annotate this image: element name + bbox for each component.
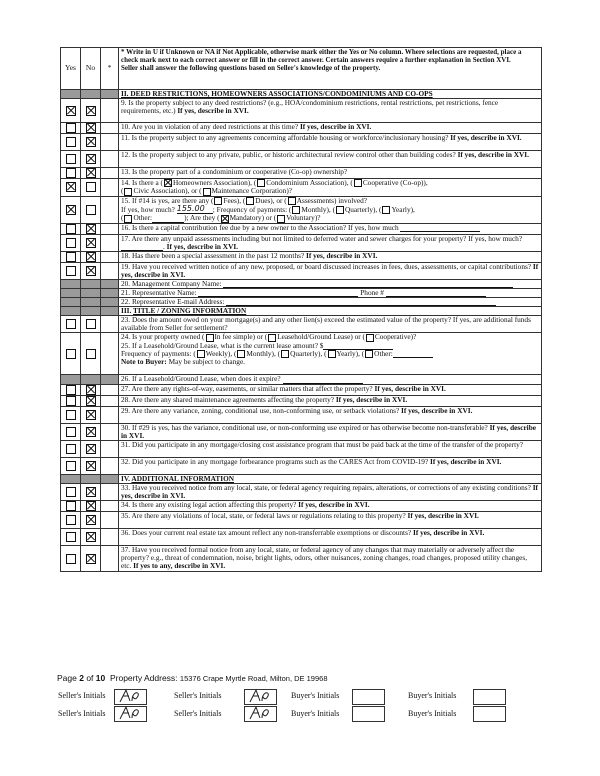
maint-checkbox-icon[interactable] (203, 188, 211, 196)
q15-amount[interactable]: 155.00 (177, 205, 213, 214)
checkbox-icon (86, 349, 96, 359)
checkbox-icon (86, 154, 96, 164)
q13: 13. Is the property part of a condominium or cooperative (Co-op) ownership? (119, 168, 542, 179)
q23-yes[interactable] (61, 316, 81, 333)
monthly-checkbox-icon[interactable] (292, 206, 300, 214)
buyer-initials-box-1[interactable] (352, 689, 385, 705)
seller-initials-signature-3 (118, 704, 144, 722)
q15: 15. If #14 is yes, are there any ( Fees), ( Dues), or ( Assessments) involved? If yes, how much? 155.00 ; Frequency of payments: ( Monthly), ( Quarterly), ( Yearly), ( Other: ); Are they ( Mandatory) or ( Voluntary)? (119, 196, 542, 223)
phone-field[interactable] (386, 296, 486, 297)
yearly-checkbox-icon[interactable] (382, 206, 390, 214)
property-address: 15376 Crape Myrtle Road, Milton, DE 19968 (179, 674, 328, 683)
q9: 9. Is the property subject to any deed restrictions? (e.g., HOA/condominium restrictions, rental restrictions, pet restrictions, fence requirements, etc.) If yes, describe in XVI. (119, 99, 542, 123)
checkbox-icon (66, 252, 76, 262)
mandatory-checkbox-icon[interactable] (221, 215, 229, 223)
q12: 12. Is the property subject to any private, public, or historic architectural review control other than building codes? If yes, describe in XVI. (119, 151, 542, 168)
q13-no[interactable] (81, 168, 101, 179)
checkbox-icon (66, 396, 76, 406)
checkbox-icon (86, 427, 96, 437)
q28-yes[interactable] (61, 395, 81, 406)
weekly-checkbox-icon[interactable] (197, 350, 205, 358)
checkbox-icon (66, 224, 76, 234)
checkbox-icon (66, 349, 76, 359)
assessments-checkbox-icon[interactable] (288, 197, 296, 205)
checkbox-icon (66, 444, 76, 454)
q11-no[interactable] (81, 134, 101, 151)
q16-no[interactable] (81, 223, 101, 234)
checkbox-icon (66, 554, 76, 564)
q27: 27. Are there any rights-of-way, easements, or similar matters that affect the property? If yes, describe in XVI. (119, 384, 542, 395)
leasehold-checkbox-icon[interactable] (268, 334, 276, 342)
instructions (119, 48, 542, 90)
checkbox-icon (66, 154, 76, 164)
q9-no[interactable] (81, 99, 101, 123)
q15-no[interactable] (81, 196, 101, 223)
q30-yes[interactable] (61, 423, 81, 440)
no-column-header: No (81, 48, 101, 90)
q28: 28. Are there any shared maintenance agreements affecting the property? If yes, describe in XVI. (119, 395, 542, 406)
checkbox-icon (86, 396, 96, 406)
checkbox-icon (86, 444, 96, 454)
checkbox-icon (86, 266, 96, 276)
q21: 21. Representative Name: Phone # (119, 288, 542, 297)
buyer-initials-box-3[interactable] (352, 706, 385, 722)
instructions-text: * Write in U if Unknown or NA if Not Applicable, otherwise mark either the Yes or No column. Where selections are requested, place a check mark next to each correct answer or fill in the correct answer. Certain answers require a further explanation in Section XVI. (121, 48, 522, 64)
q17: 17. Are there any unpaid assessments including but not limited to deferred water and sewer charges for your property? If yes, how much? . If yes, describe in XVI. (119, 234, 542, 251)
q16: 16. Is there a capital contribution fee due by a new owner to the Association? If yes, how much (119, 223, 542, 234)
buyer-initials-label-3: Buyer's Initials (291, 709, 340, 718)
checkbox-icon (86, 182, 96, 192)
page-footer: Page 2 of 10 Property Address: 15376 Crape Myrtle Road, Milton, DE 19968 (57, 673, 328, 683)
q15-yes[interactable] (61, 196, 81, 223)
voluntary-checkbox-icon[interactable] (277, 215, 285, 223)
q29-no[interactable] (81, 406, 101, 423)
seller-initials-label-3: Seller's Initials (58, 709, 106, 718)
lease-quarterly-checkbox-icon[interactable] (281, 350, 289, 358)
checkbox-icon (66, 461, 76, 471)
q16-yes[interactable] (61, 223, 81, 234)
star-column-header: * (101, 48, 119, 90)
q29: 29. Are there any variance, zoning, conditional use, non-conforming use, or setback violations? If yes, describe in XVI. (119, 406, 542, 423)
coop-checkbox-icon[interactable] (354, 179, 362, 187)
checkbox-icon (86, 385, 96, 395)
q24-no[interactable] (81, 333, 101, 375)
q27-yes[interactable] (61, 384, 81, 395)
buyer-initials-box-4[interactable] (473, 706, 506, 722)
checkbox-icon (66, 205, 76, 215)
checkbox-icon (86, 168, 96, 178)
q31-yes[interactable] (61, 440, 81, 457)
q35-yes[interactable] (61, 512, 81, 529)
quarterly-checkbox-icon[interactable] (336, 206, 344, 214)
seller-initials-signature-2 (248, 687, 274, 705)
q26: 26. If a Leasehold/Ground Lease, when does it expire? (119, 375, 542, 384)
representative-name-field[interactable] (198, 296, 358, 297)
checkbox-icon (86, 501, 96, 511)
q33: 33. Have you received notice from any local, state, or federal agency requiring repairs, alterations, or corrections of any existing conditions? If yes, describe in XVI. (119, 483, 542, 500)
q17-yes[interactable] (61, 234, 81, 251)
q11-yes[interactable] (61, 134, 81, 151)
seller-knowledge-note: Seller shall answer the following questions based on Seller's knowledge of the property. (121, 64, 381, 72)
checkbox-icon (66, 410, 76, 420)
q20: 20. Management Company Name: (119, 279, 542, 288)
q33-yes[interactable] (61, 483, 81, 500)
q12-no[interactable] (81, 151, 101, 168)
q18-no[interactable] (81, 251, 101, 262)
q34: 34. Is there any existing legal action affecting this property? If yes, describe in XVI. (119, 501, 542, 512)
buyer-initials-label-4: Buyer's Initials (408, 709, 457, 718)
checkbox-icon (86, 252, 96, 262)
yes-column-header: Yes (61, 48, 81, 90)
q19: 19. Have you received written notice of any new, proposed, or board discussed increases in fees, dues, assessments, or capital contributions? If yes, describe in XVI. (119, 262, 542, 279)
hoa-checkbox-icon[interactable] (164, 179, 172, 187)
checkbox-icon (86, 554, 96, 564)
cooperative-checkbox-icon[interactable] (366, 334, 374, 342)
q36-no[interactable] (81, 529, 101, 546)
checkbox-icon (66, 487, 76, 497)
checkbox-icon (66, 427, 76, 437)
q11: 11. Is the property subject to any agreements concerning affordable housing or workforce/inclusionary housing? If yes, describe in XVI. (119, 134, 542, 151)
q30: 30. If #29 is yes, has the variance, conditional use, or non-conforming use expired or has otherwise become non-transferable? If yes, describe in XVI. (119, 423, 542, 440)
representative-email-field[interactable] (226, 305, 496, 306)
seller-initials-label-4: Seller's Initials (174, 709, 222, 718)
q36-yes[interactable] (61, 529, 81, 546)
q32-no[interactable] (81, 457, 101, 474)
q19-yes[interactable] (61, 262, 81, 279)
q12-yes[interactable] (61, 151, 81, 168)
q35: 35. Are there any violations of local, state, or federal laws or regulations relating to this property? If yes, describe in XVI. (119, 512, 542, 529)
checkbox-icon (66, 182, 76, 192)
seller-initials-signature-1 (118, 687, 144, 705)
checkbox-icon (66, 515, 76, 525)
buyer-initials-label-2: Buyer's Initials (408, 691, 457, 700)
q14: 14. Is there a ( Homeowners Association), ( Condominium Association), ( Cooperative (Co-op)), ( Civic Association), or ( Maintenance Corporation)? (119, 179, 542, 197)
q10: 10. Are you in violation of any deed restrictions at this time? If yes, describe in XVI. (119, 123, 542, 134)
checkbox-icon (86, 205, 96, 215)
other-checkbox-icon[interactable] (124, 215, 132, 223)
checkbox-icon (66, 238, 76, 248)
q10-no[interactable] (81, 123, 101, 134)
seller-initials-label-2: Seller's Initials (174, 691, 222, 700)
management-company-field[interactable] (223, 287, 513, 288)
checkbox-icon (86, 532, 96, 542)
checkbox-icon (86, 319, 96, 329)
checkbox-icon (86, 238, 96, 248)
q27-no[interactable] (81, 384, 101, 395)
fee-simple-checkbox-icon[interactable] (206, 334, 214, 342)
q23-no[interactable] (81, 316, 101, 333)
lease-expire-field[interactable] (283, 383, 363, 384)
q32-yes[interactable] (61, 457, 81, 474)
seller-initials-signature-4 (248, 704, 274, 722)
disclosure-table (60, 47, 542, 572)
q30-no[interactable] (81, 423, 101, 440)
checkbox-icon (66, 123, 76, 133)
fees-checkbox-icon[interactable] (214, 197, 222, 205)
q29-yes[interactable] (61, 406, 81, 423)
checkbox-icon (86, 106, 96, 116)
checkbox-icon (86, 123, 96, 133)
civic-checkbox-icon[interactable] (124, 188, 132, 196)
q34-yes[interactable] (61, 501, 81, 512)
q33-no[interactable] (81, 483, 101, 500)
q37: 37. Have you received formal notice from any local, state, or federal agency of any changes that may materially or adversely affect the property? e.g., threat of condemnation, noise, bright lights, odors, other nuisances, zoning changes, road changes, proposed utility changes, etc. If yes to any, describe in XVI. (119, 546, 542, 572)
section-ii-heading: II. DEED RESTRICTIONS, HOMEOWNERS ASSOCIATIONS/CONDOMINIUMS AND CO-OPS (119, 90, 542, 99)
q14-yes[interactable] (61, 179, 81, 197)
q24-25: 24. Is your property owned ( In fee simple) or ( Leasehold/Ground Lease) or ( Cooperative)? 25. If a Leasehold/Ground Lease, what is the current lease amount? $ Frequency of payments: ( Weekly), ( Monthly), ( Quarterly), ( Yearly), ( Other: Note to Buyer: May be subject to change. (119, 333, 542, 375)
q28-no[interactable] (81, 395, 101, 406)
checkbox-icon (66, 137, 76, 147)
checkbox-icon (66, 385, 76, 395)
section-iii-heading: III. TITLE / ZONING INFORMATION (119, 307, 542, 316)
checkbox-icon (66, 501, 76, 511)
q18-yes[interactable] (61, 251, 81, 262)
buyer-initials-label-1: Buyer's Initials (291, 691, 340, 700)
checkbox-icon (86, 461, 96, 471)
q31: 31. Did you participate in any mortgage/closing cost assistance program that must be paid back at the time of the transfer of the property? (119, 440, 542, 457)
q13-yes[interactable] (61, 168, 81, 179)
checkbox-icon (86, 515, 96, 525)
checkbox-icon (66, 319, 76, 329)
checkbox-icon (86, 137, 96, 147)
seller-initials-label-1: Seller's Initials (58, 691, 106, 700)
q17-no[interactable] (81, 234, 101, 251)
q9-yes[interactable] (61, 99, 81, 123)
condo-checkbox-icon[interactable] (257, 179, 265, 187)
address-label: Property Address: (109, 673, 178, 683)
q24-yes[interactable] (61, 333, 81, 375)
q36: 36. Does your current real estate tax amount reflect any non-transferrable exemptions or discounts? If yes, describe in XVI. (119, 529, 542, 546)
q22: 22. Representative E-mail Address: (119, 298, 542, 307)
q10-yes[interactable] (61, 123, 81, 134)
checkbox-icon (66, 168, 76, 178)
q37-yes[interactable] (61, 546, 81, 572)
checkbox-icon (86, 487, 96, 497)
q32: 32. Did you participate in any mortgage forbearance programs such as the CARES Act from COVID-19? If yes, describe in XVI. (119, 457, 542, 474)
lease-other-checkbox-icon[interactable] (365, 350, 373, 358)
checkbox-icon (66, 266, 76, 276)
checkbox-icon (86, 410, 96, 420)
checkbox-icon (86, 224, 96, 234)
dues-checkbox-icon[interactable] (246, 197, 254, 205)
checkbox-icon (66, 532, 76, 542)
q34-no[interactable] (81, 501, 101, 512)
q37-no[interactable] (81, 546, 101, 572)
q19-no[interactable] (81, 262, 101, 279)
q18: 18. Has there been a special assessment in the past 12 months? If yes, describe in XVI. (119, 251, 542, 262)
checkbox-icon (66, 106, 76, 116)
section-iv-heading: IV. ADDITIONAL INFORMATION (119, 474, 542, 483)
q35-no[interactable] (81, 512, 101, 529)
lease-yearly-checkbox-icon[interactable] (328, 350, 336, 358)
q14-no[interactable] (81, 179, 101, 197)
lease-monthly-checkbox-icon[interactable] (237, 350, 245, 358)
buyer-initials-box-2[interactable] (473, 689, 506, 705)
q31-no[interactable] (81, 440, 101, 457)
q23: 23. Does the amount owed on your mortgage(s) and any other lien(s) exceed the estimated value of the property? If yes, are additional funds available from Seller for settlement? (119, 316, 542, 333)
